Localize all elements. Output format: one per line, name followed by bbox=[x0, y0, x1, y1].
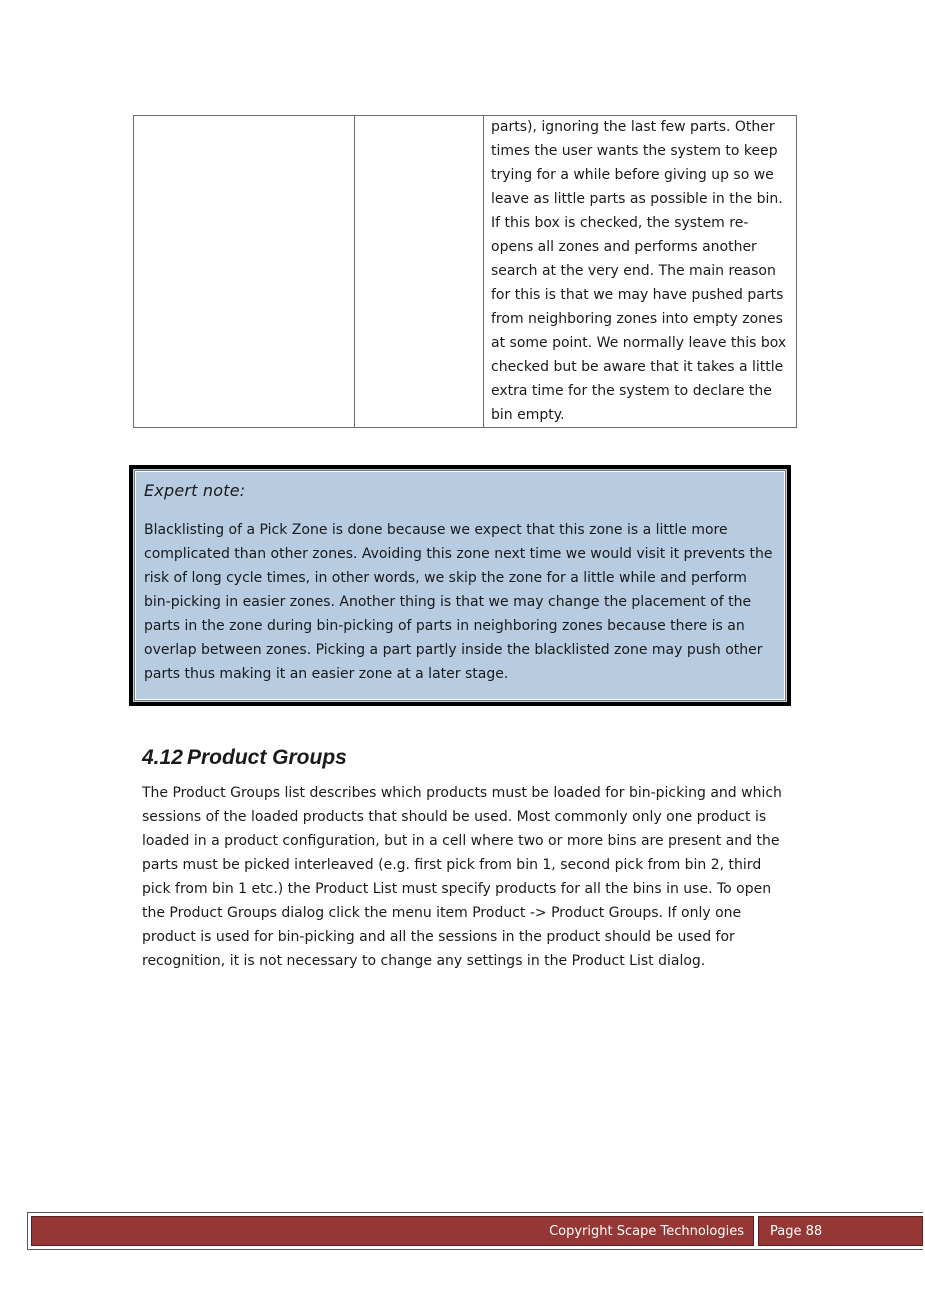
footer-page-number: Page 88 bbox=[770, 1223, 823, 1239]
table-row bbox=[134, 116, 797, 428]
footer-copyright: Copyright Scape Technologies bbox=[549, 1223, 744, 1239]
footer-copyright-block bbox=[31, 1216, 754, 1246]
section-heading bbox=[142, 746, 347, 770]
footer-page-block bbox=[758, 1216, 923, 1246]
section-title: Product Groups bbox=[187, 746, 347, 769]
section-body: The Product Groups list describes which products must be loaded for bin-picking and which sessions of the loaded products that should be used. Most commonly only one product is loaded in a product configuration, but in a cell where two or more bins are present and the parts must be picked interleaved (e.g. first pick from bin 1, second pick from bin 2, third pick from bin 1 etc.) the Product List must specify products for all the bins in use. To open the Product Groups dialog click the menu item Product -> Product Groups. If only one product is used for bin-picking and all the sessions in the product should be used for recognition, it is not necessary to change any settings in the Product List dialog. bbox=[142, 785, 782, 969]
table-cell-3 bbox=[484, 116, 797, 428]
page-footer bbox=[27, 1212, 923, 1250]
table-cell-2 bbox=[355, 116, 484, 428]
continued-table bbox=[133, 115, 797, 428]
expert-note-body: Blacklisting of a Pick Zone is done because we expect that this zone is a little more complicated than other zones. Avoiding this zone next time we would visit it prevents the risk of long cycle times, in other words, we skip the zone for a little while and perform bin-picking in easier zones. Another thing is that we may change the placement of the parts in the zone during bin-picking of parts in neighboring zones because there is an overlap between zones. Picking a part partly inside the blacklisted zone may push other parts thus making it an easier zone at a later stage. bbox=[144, 522, 773, 682]
footer-inner bbox=[31, 1216, 923, 1246]
expert-note-box bbox=[129, 465, 791, 706]
table-cell-3-text: parts), ignoring the last few parts. Other times the user wants the system to keep trying for a while before giving up so we leave as little parts as possible in the bin. If this box is checked, the system re-opens all zones and performs another search at the very end. The main reason for this is that we may have pushed parts from neighboring zones into empty zones at some point. We normally leave this box checked but be aware that it takes a little extra time for the system to declare the bin empty. bbox=[491, 119, 787, 423]
table-cell-1 bbox=[134, 116, 355, 428]
expert-note-inner bbox=[135, 471, 785, 700]
section-number: 4.12 bbox=[142, 746, 183, 769]
expert-note-title: Expert note: bbox=[144, 481, 246, 500]
